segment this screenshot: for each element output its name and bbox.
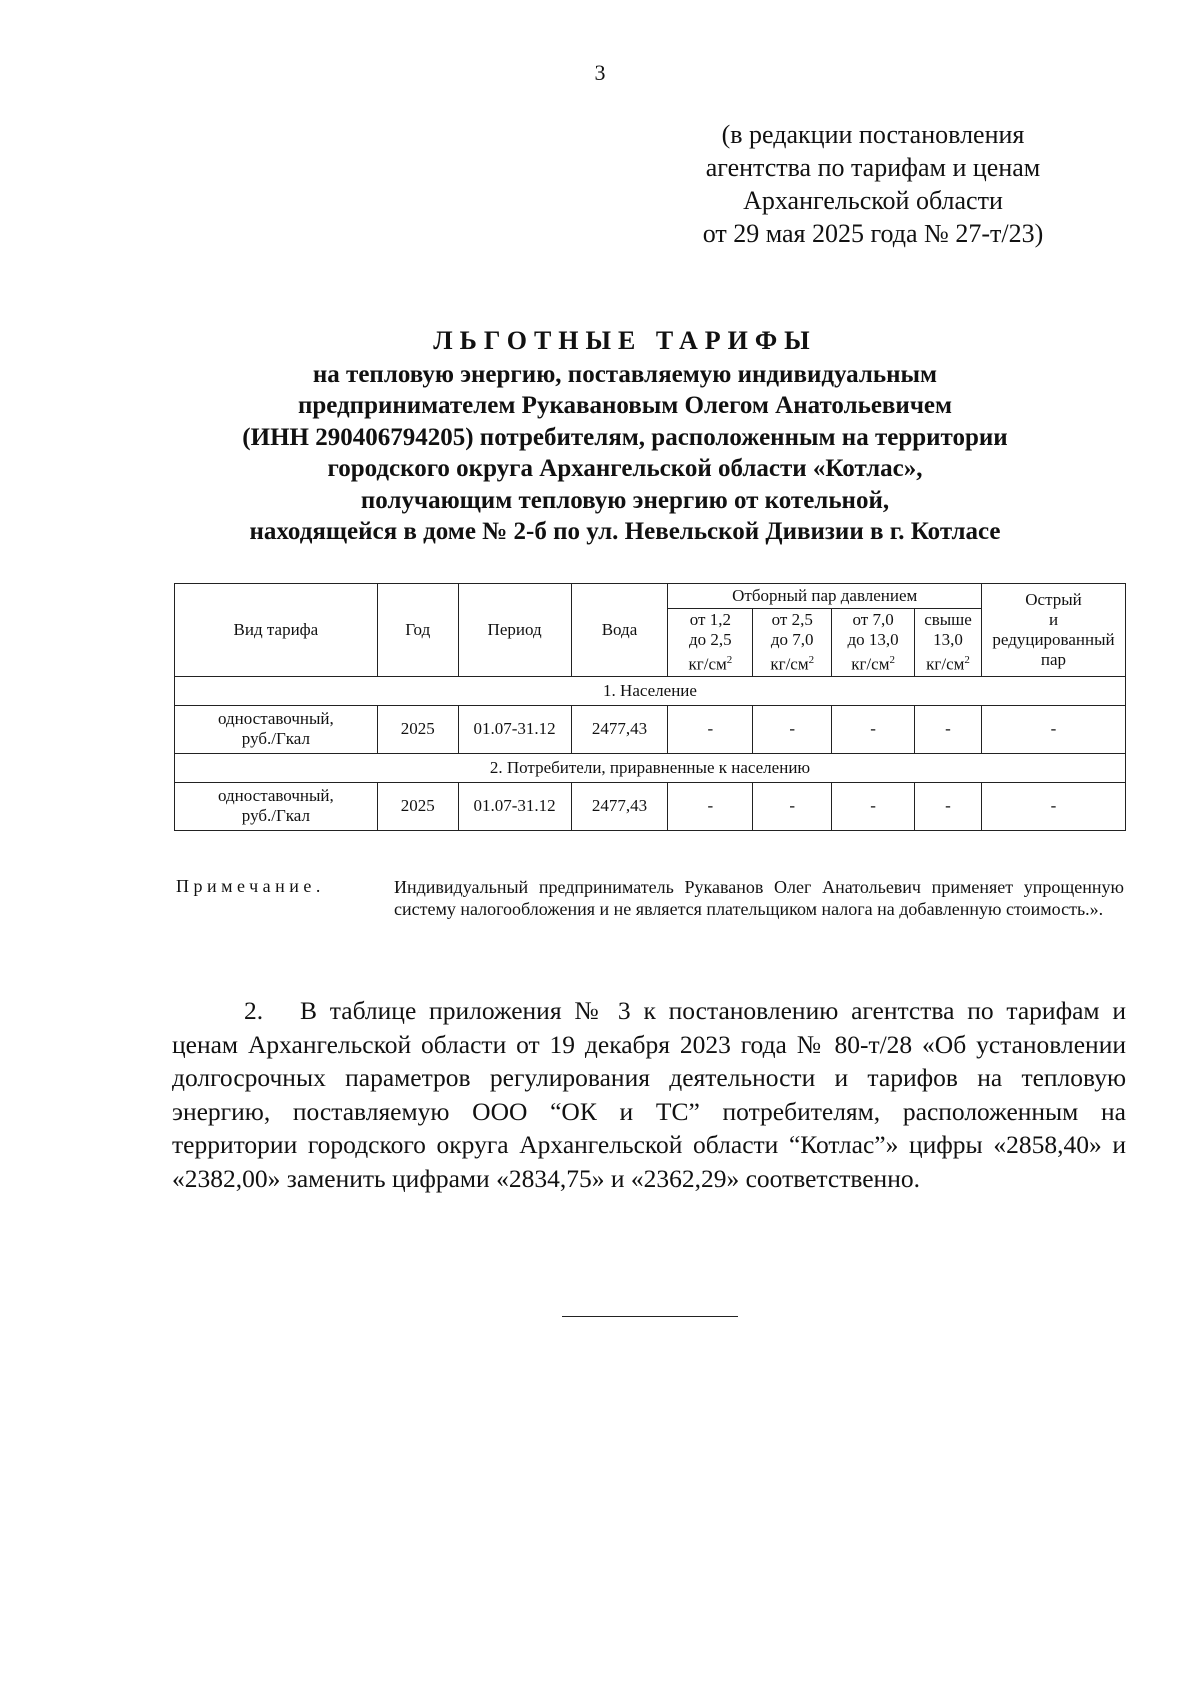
header-sharp-steam <box>981 584 1125 677</box>
edition-note-line: от 29 мая 2025 года № 27-т/23) <box>702 219 1044 248</box>
header-pressure-line: до 13,0 <box>847 630 899 649</box>
header-pressure-unit <box>755 650 829 675</box>
table-row <box>175 782 1126 830</box>
edition-note-line: агентства по тарифам и ценам <box>705 153 1041 182</box>
header-pressure-4 <box>915 609 982 677</box>
unit-exponent: 2 <box>808 654 815 666</box>
cell-pressure-4: - <box>915 705 982 753</box>
cell-pressure-3: - <box>832 782 915 830</box>
tariff-table <box>174 583 1126 831</box>
header-pressure-3 <box>832 609 915 677</box>
header-pressure-line: от 7,0 <box>852 610 894 629</box>
header-pressure-line: до 7,0 <box>770 630 814 649</box>
cell-period: 01.07-31.12 <box>458 782 571 830</box>
unit-text: кг/см <box>688 654 727 674</box>
header-pressure-unit <box>670 650 750 675</box>
note-text: Индивидуальный предприниматель Рукаванов Олег Анатольевич применяет упрощенную систему налогообложения и не является плательщиком налога на добавленную стоимость.». <box>394 877 1124 919</box>
header-water: Вода <box>571 584 668 677</box>
section-title: 1. Население <box>175 676 1126 705</box>
cell-pressure-2: - <box>753 705 832 753</box>
title-line: на тепловую энергию, поставляемую индивидуальным <box>312 360 938 388</box>
header-sharp-line: пар <box>1040 649 1067 669</box>
header-tariff-type: Вид тарифа <box>175 584 378 677</box>
table-row <box>175 705 1126 753</box>
cell-line: одноставочный, <box>217 709 334 729</box>
cell-pressure-4: - <box>915 782 982 830</box>
header-year: Год <box>377 584 458 677</box>
header-pressure-line: от 1,2 <box>689 610 731 629</box>
unit-text: кг/см <box>926 654 965 674</box>
edition-note-line: Архангельской области <box>743 186 1003 215</box>
title-line: предпринимателем Рукавановым Олегом Анатольевичем <box>297 392 953 419</box>
title-line: находящейся в доме № 2-б по ул. Невельской Дивизии в г. Котласе <box>249 518 1001 545</box>
cell-tariff-type <box>175 705 378 753</box>
title-line: получающим тепловую энергию от котельной, <box>360 486 890 514</box>
cell-pressure-1: - <box>668 782 753 830</box>
paragraph-number: 2. <box>244 996 264 1025</box>
header-sharp-line: и <box>1048 609 1059 629</box>
end-rule <box>562 1316 738 1317</box>
cell-water: 2477,43 <box>571 782 668 830</box>
cell-year: 2025 <box>377 782 458 830</box>
cell-sharp-steam: - <box>981 782 1125 830</box>
paragraph-text: В таблице приложения № 3 к постановлению агентства по тарифам и ценам Архангельской области от 19 декабря 2023 года № 80-т/28 «Об установлении долгосрочных параметров регулирования деятельности и тарифов на тепловую энергию, поставляемую ООО “ОК и ТС” потребителям, расположенным на территории городского округа Архангельской области “Котлас”» цифры «2858,40» и «2382,00» заменить цифрами «2834,75» и «2362,29» соответственно. <box>172 996 1126 1193</box>
header-pressure-line: свыше <box>924 610 972 629</box>
document-title <box>175 325 1075 548</box>
cell-year: 2025 <box>377 705 458 753</box>
header-period: Период <box>458 584 571 677</box>
edition-note <box>688 118 1058 250</box>
header-pressure-line: от 2,5 <box>771 610 813 629</box>
cell-pressure-1: - <box>668 705 753 753</box>
header-pressure-1 <box>668 609 753 677</box>
cell-line: руб./Гкал <box>241 806 310 826</box>
header-pressure-2 <box>753 609 832 677</box>
edition-note-line: (в редакции постановления <box>721 120 1025 149</box>
title-line: городского округа Архангельской области «Котлас», <box>327 455 923 482</box>
unit-exponent: 2 <box>726 654 733 666</box>
numbered-paragraph <box>172 994 1126 1195</box>
title-line: (ИНН 290406794205) потребителям, расположенным на территории <box>242 423 1008 451</box>
cell-line: руб./Гкал <box>241 729 310 749</box>
header-sharp-line: Острый <box>1025 589 1082 609</box>
header-steam-group: Отборный пар давлением <box>668 584 982 609</box>
unit-exponent: 2 <box>964 654 970 666</box>
cell-period: 01.07-31.12 <box>458 705 571 753</box>
cell-line: одноставочный, <box>217 786 334 806</box>
section-title: 2. Потребители, приравненные к населению <box>175 753 1126 782</box>
cell-water: 2477,43 <box>571 705 668 753</box>
page-number: 3 <box>594 60 606 85</box>
note-label: Примечание. <box>176 876 325 896</box>
unit-text: кг/см <box>851 654 890 674</box>
cell-pressure-2: - <box>753 782 832 830</box>
unit-exponent: 2 <box>889 654 895 666</box>
header-pressure-unit <box>834 650 912 675</box>
cell-pressure-3: - <box>832 705 915 753</box>
header-pressure-line: 13,0 <box>933 630 963 649</box>
cell-sharp-steam: - <box>981 705 1125 753</box>
header-pressure-line: до 2,5 <box>689 630 732 649</box>
header-pressure-unit <box>917 650 979 675</box>
cell-tariff-type <box>175 782 378 830</box>
title-main: ЛЬГОТНЫЕ ТАРИФЫ <box>433 326 817 355</box>
header-sharp-line: редуцированный <box>992 629 1115 649</box>
unit-text: кг/см <box>770 654 809 674</box>
